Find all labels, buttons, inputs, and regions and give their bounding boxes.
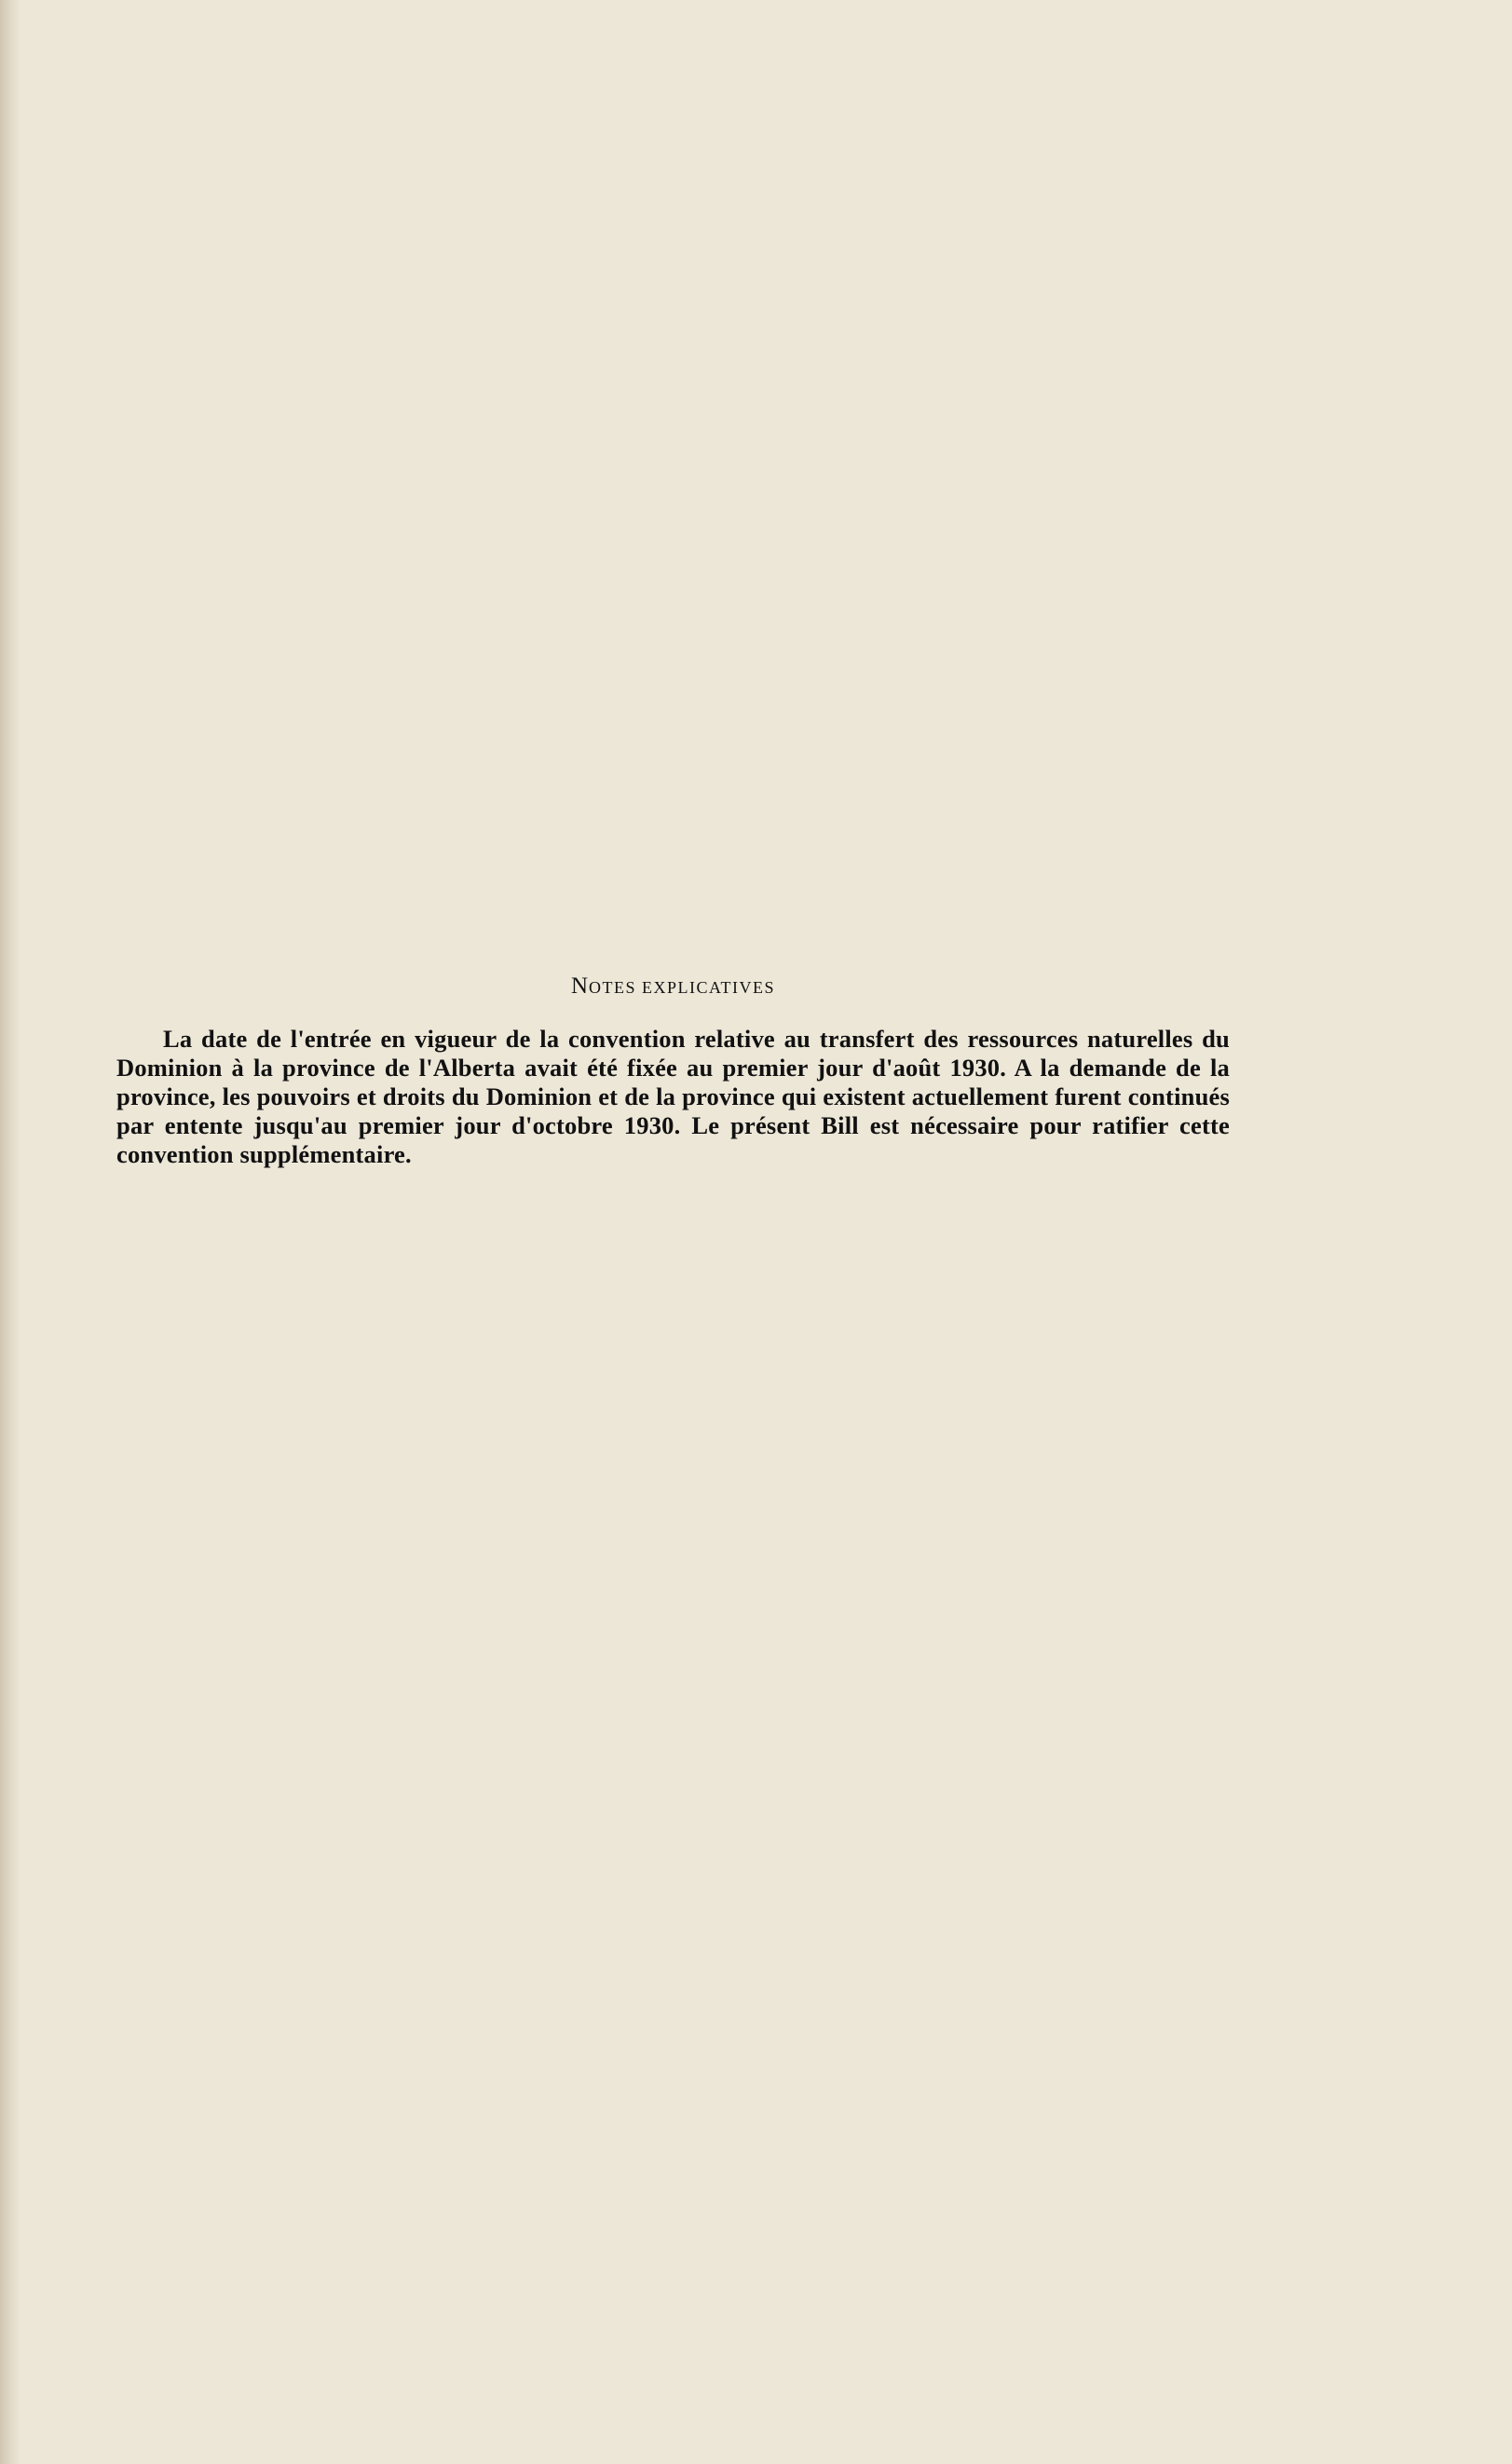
notes-title — [116, 973, 1230, 1000]
notes-title-rest: OTES EXPLICATIVES — [589, 978, 776, 997]
notes-paragraph: La date de l'entrée en vigueur de la convention relative au transfert des ressources naturelles du Dominion à la province de l'Alberta avait été fixée au premier jour d'août 1930. A la demande de la province, les pouvoirs et droits du Dominion et de la province qui existent actuellement furent continués par entente jusqu'au premier jour d'octobre 1930. Le présent Bill est nécessaire pour ratifier cette convention supplémentaire. — [116, 1024, 1230, 1168]
page-edge-shadow — [0, 0, 20, 2464]
notes-title-initial: N — [570, 973, 590, 999]
explanatory-notes — [116, 973, 1230, 1193]
